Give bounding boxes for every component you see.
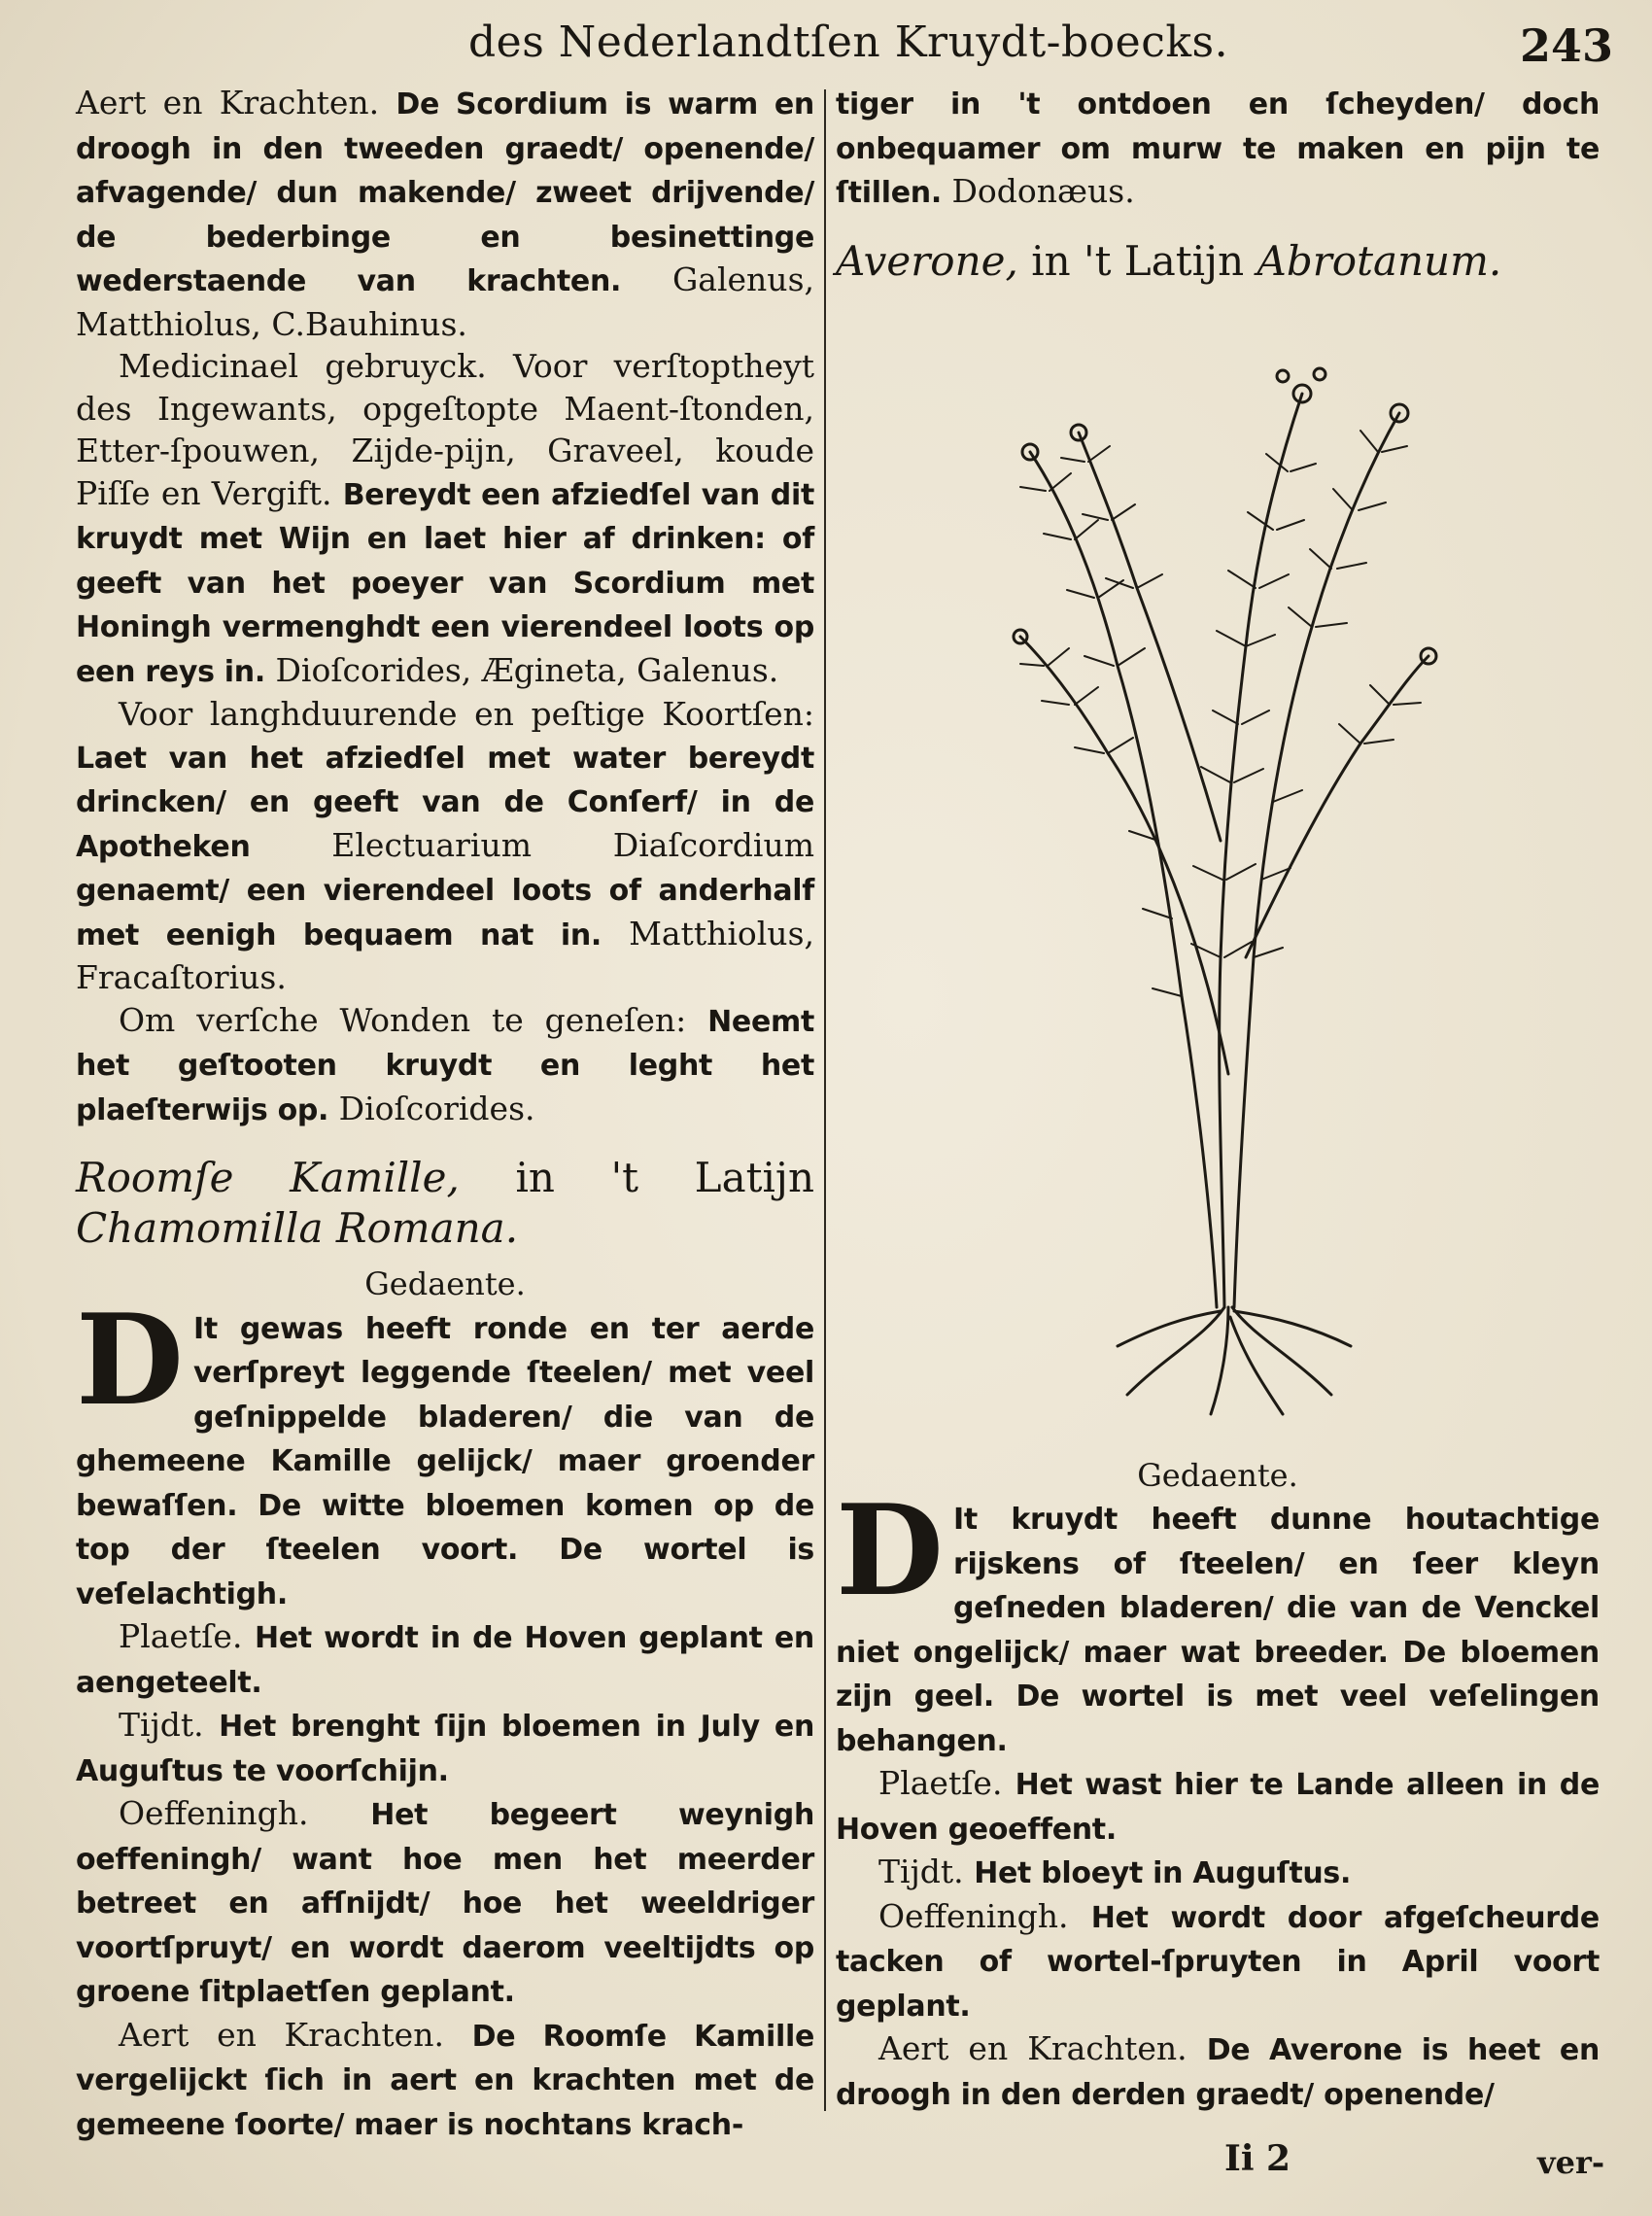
scordium-wonden-paragraph: Om verſche Wonden te geneſen: Neemt het geſtooten kruydt en leght het plaeſterwijs op. Dioſcorides. [76,1000,814,1127]
kamille-gedaente-paragraph: D It gewas heeft ronde en ter aerde verſpreyt leggende ſteelen/ met veel geſnippelde bladeren/ die van de ghemeene Kamille gelijck/ maer groender bewaſſen. De witte bloemen komen op de top der ſteelen voort. De wortel is veſelachtigh. [76,1287,814,1611]
signature-mark: Ii 2 [1224,2138,1291,2179]
averone-plaetse-paragraph: Plaetſe. Het wast hier te Lande alleen in de Hoven geoeffent. [836,1764,1600,1847]
column-divider [824,89,826,2111]
abrotanum-plant-woodcut-icon [836,296,1600,1443]
scordium-aert-paragraph: Aert en Krachten. De Scordium is warm en droogh in den tweeden graedt/ openende/ afvagende/ dun makende/ zweet drijvende/ de bederbinge en besinettinge wederstaende van krachten. Galenus, Matthiolus, C.Bauhinus. [76,84,814,343]
right-column [836,82,1600,2116]
averone-drop-cap: D [836,1478,944,1624]
averone-aert-paragraph: Aert en Krachten. De Averone is heet en droogh in den derden graedt/ openende/ [836,2029,1600,2112]
roomse-kamille-heading: Roomſe Kamille, in 't Latijn Chamomilla Romana. [76,1154,814,1252]
kamille-plaetse-paragraph: Plaetſe. Het wordt in de Hoven geplant en aengeteelt. [76,1617,814,1700]
kamille-drop-cap: D [76,1287,184,1434]
scordium-koortsen-paragraph: Voor langhduurende en peſtige Koortſen: Laet van het afziedſel met water bereydt drincken/ en geeft van de Conſerf/ in de Apotheken Electuarium Diaſcordium genaemt/ een vierendeel loots of anderhalf met eenigh bequaem nat in. Matthiolus, Fracaſtorius. [76,695,814,996]
left-column [76,82,814,2146]
averone-tijdt-paragraph: Tijdt. Het bloeyt in Auguſtus. [878,1852,1352,1890]
page-number: 243 [1519,19,1613,72]
kamille-aert-paragraph: Aert en Krachten. De Roomſe Kamille vergelijckt ſich in aert en krachten met de gemeene ſoorte/ maer is nochtans krach- [76,2015,815,2142]
catchword: ver- [1537,2144,1605,2181]
plant-illustration-svg [991,335,1438,1424]
averone-oeffeningh-paragraph: Oeffeningh. Het wordt door afgeſcheurde tacken of wortel-ſpruyten in April voort geplant. [836,1896,1600,2024]
kamille-continuation-paragraph: tiger in 't ontdoen en ſcheyden/ doch onbequamer om murw te maken en pijn te ſtillen. Dodonæus. [836,87,1600,210]
averone-gedaente-subheading: Gedaente. [1137,1456,1298,1494]
kamille-tijdt-paragraph: Tijdt. Het brenght ſijn bloemen in July en Auguſtus te voorſchijn. [76,1706,814,1788]
averone-heading: Averone, in 't Latijn Abrotanum. [836,236,1502,285]
kamille-oeffeningh-paragraph: Oeffeningh. Het begeert weynigh oeffeningh/ want hoe men het meerder betreet en afſnijdt/ hoe het weeldriger voortſpruyt/ en wordt daerom veeltijdts op groene ſitplaetſen geplant. [76,1794,814,2009]
running-title: des Nederlandtſen Kruydt-boecks. [468,17,1229,67]
kamille-gedaente-subheading: Gedaente. [364,1265,526,1302]
running-head [0,17,1652,86]
scordium-medicinael-paragraph: Medicinael gebruyck. Voor verſtoptheyt des Ingewants, opgeſtopte Maent-ſtonden, Etter-ſpouwen, Zijde-pijn, Graveel, koude Piſſe en Vergift. Bereydt een afziedſel van dit kruydt met Wijn en laet hier af drinken: of geeft van het poeyer van Scordium met Honingh vermenghdt een vierendeel loots op een reys in. Dioſcorides, Ægineta, Galenus. [76,347,815,689]
averone-gedaente-paragraph: D It kruydt heeft dunne houtachtige rijskens of ſteelen/ en ſeer kleyn geſneden bladeren/ die van de Venckel niet ongelijck/ maer wat breeder. De bloemen zijn geel. De wortel is met veel veſelingen behangen. [836,1478,1600,1758]
